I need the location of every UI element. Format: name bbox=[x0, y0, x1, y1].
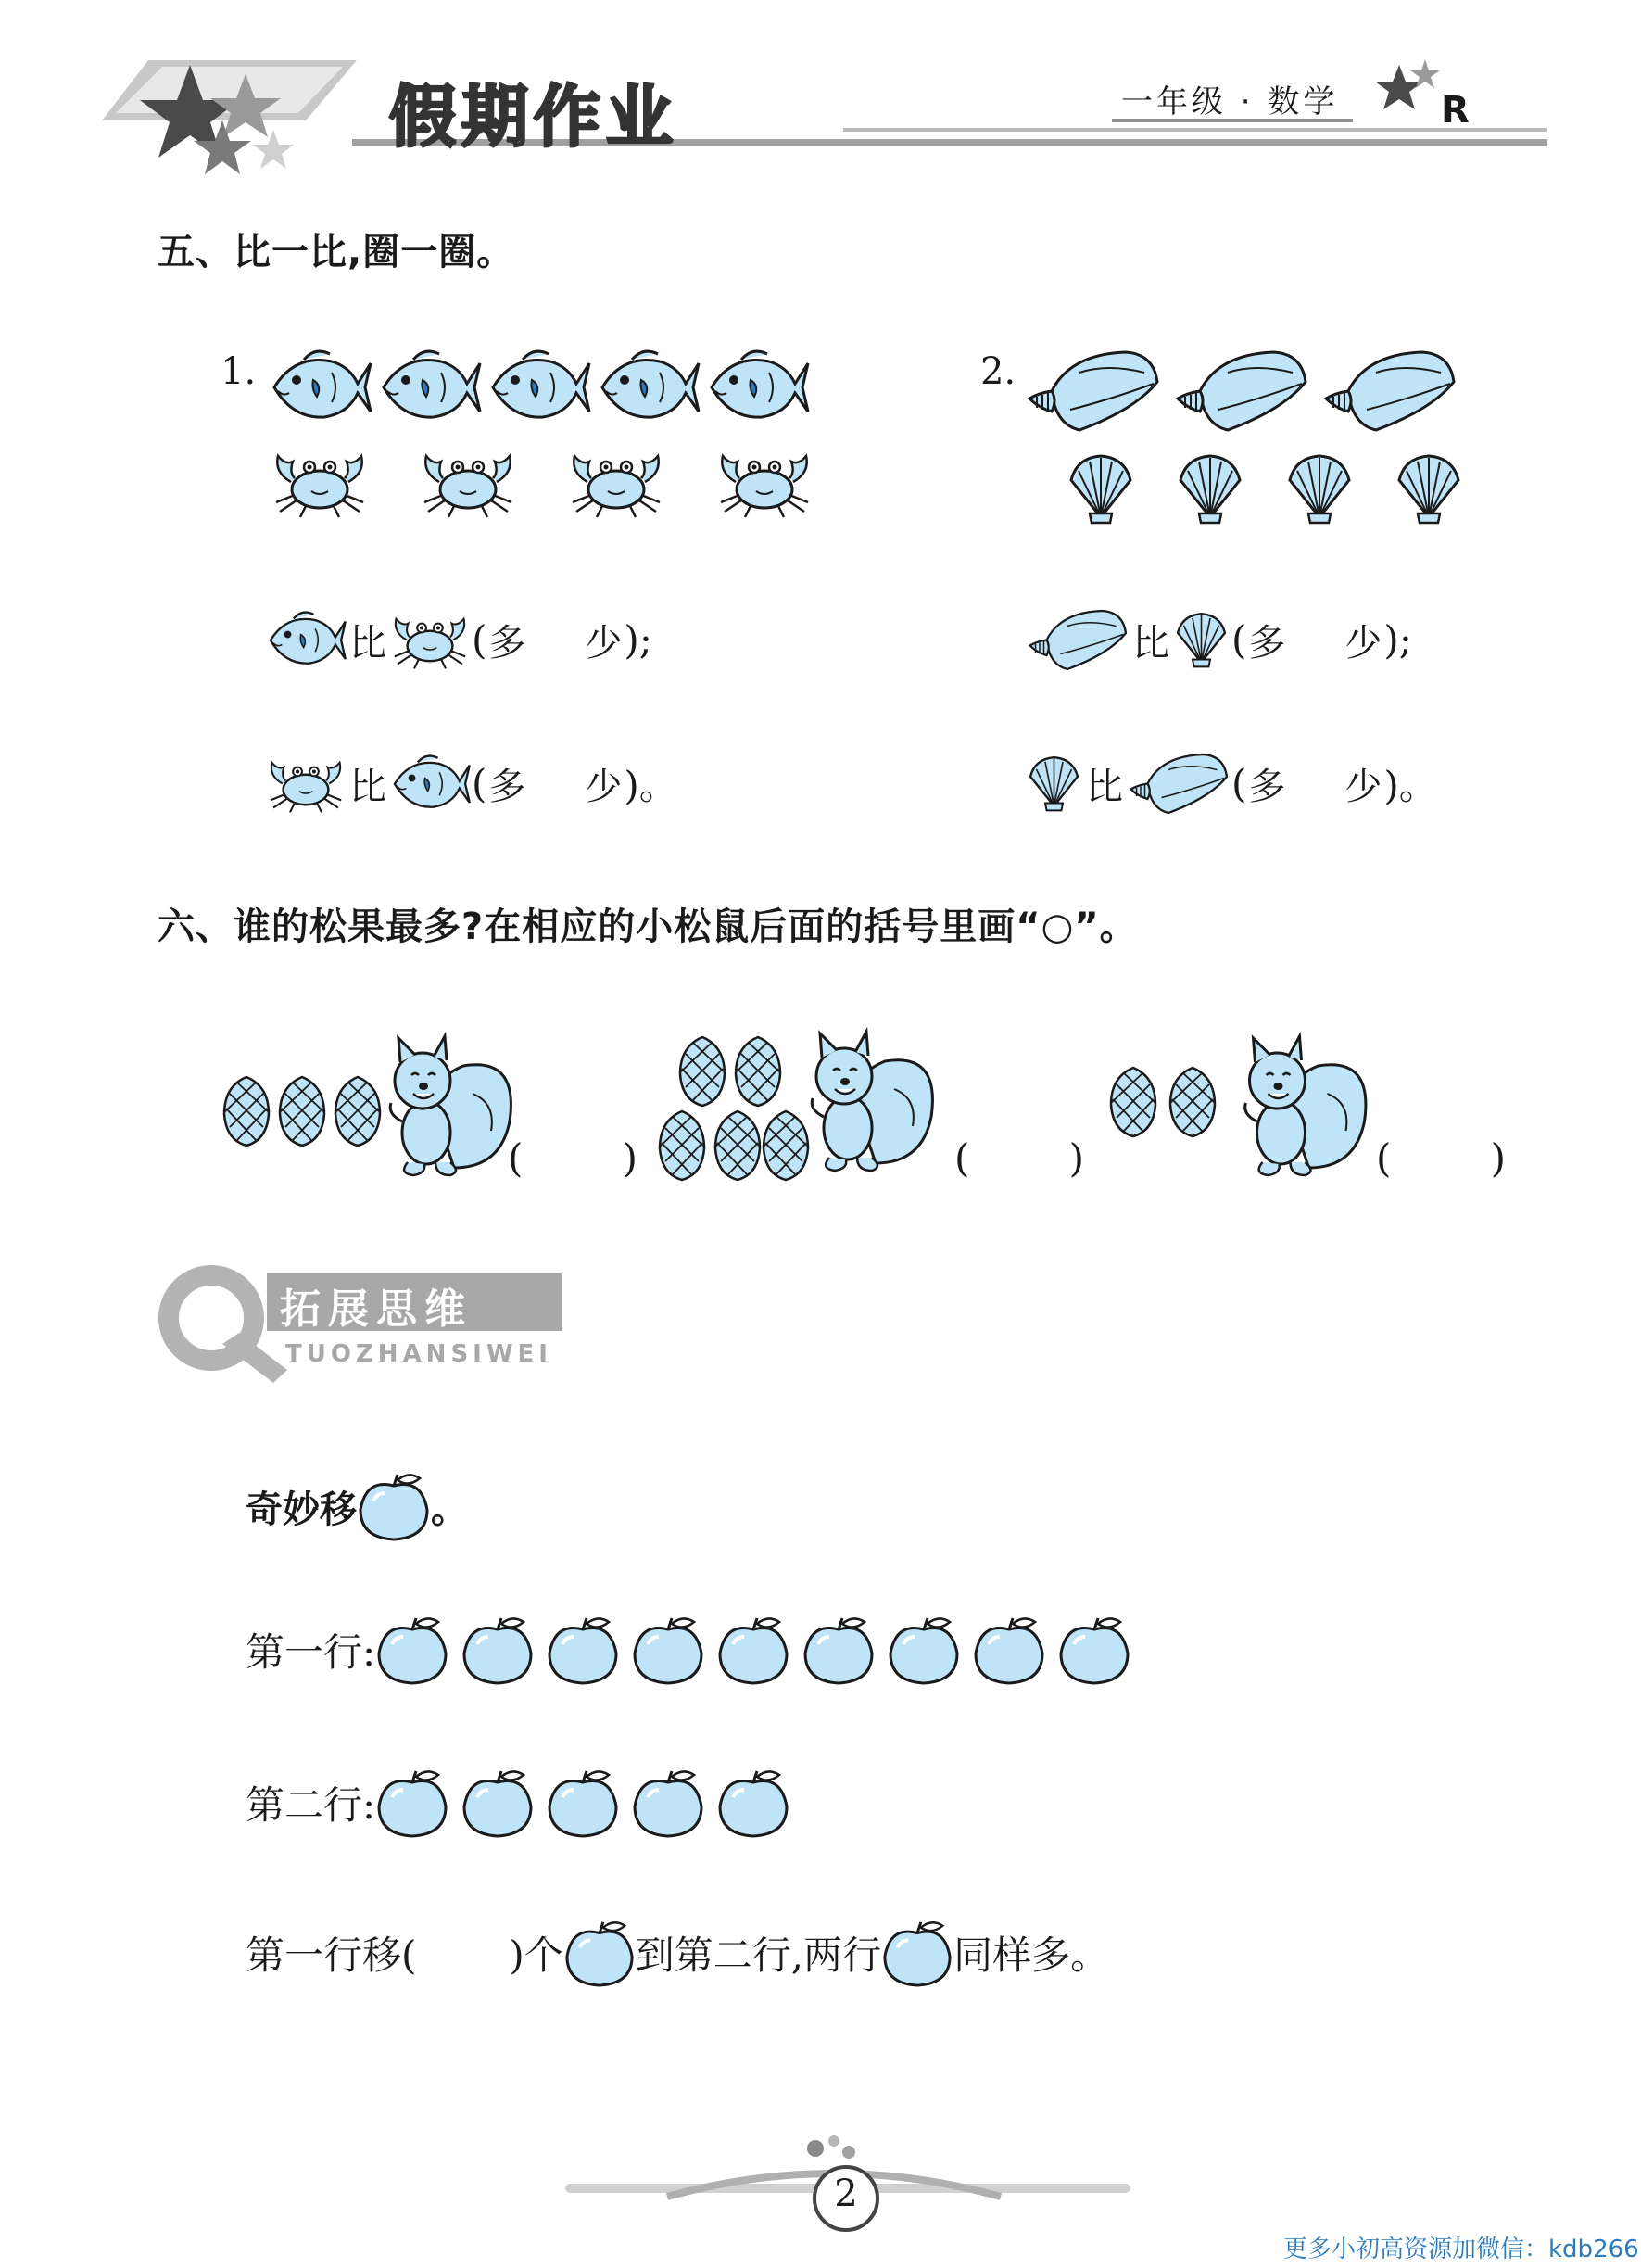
watermark-text: 更多小初高资源加微信：kdb266 bbox=[1283, 2236, 1639, 2263]
apple-row-2: 第二行: bbox=[246, 1766, 790, 1840]
apple-icon bbox=[802, 1613, 876, 1687]
option-more[interactable]: 多 bbox=[1248, 765, 1286, 808]
answer-paren-2[interactable]: ( ) bbox=[954, 1135, 1084, 1181]
crab-icon bbox=[565, 445, 667, 519]
crab-icon bbox=[713, 445, 815, 519]
squirrel-icon bbox=[1223, 1029, 1385, 1186]
pinecone-icon bbox=[1107, 1064, 1159, 1138]
apple-icon bbox=[1057, 1613, 1131, 1687]
apple-row-1: 第一行: bbox=[246, 1613, 1131, 1687]
apple-icon bbox=[631, 1613, 705, 1687]
scallop-icon bbox=[1024, 754, 1084, 812]
apple-icon bbox=[716, 1766, 790, 1840]
apple-icon bbox=[375, 1613, 449, 1687]
badge-subtitle: TUOZHANSIWEI bbox=[285, 1340, 552, 1368]
option-less[interactable]: 少 bbox=[585, 765, 623, 808]
crab-icon bbox=[264, 754, 347, 814]
fish-row bbox=[267, 345, 810, 428]
conch-icon bbox=[1172, 345, 1309, 437]
problem1-line-a: 比 ( 多 少 ); bbox=[264, 607, 652, 672]
fish-icon bbox=[267, 345, 372, 428]
option-less[interactable]: 少 bbox=[1344, 621, 1382, 665]
apple-list bbox=[375, 1613, 1131, 1687]
page-header bbox=[0, 0, 1641, 195]
pinecone-icon bbox=[276, 1073, 328, 1147]
apple-icon bbox=[631, 1766, 705, 1840]
fish-icon bbox=[264, 607, 347, 672]
apple-list bbox=[375, 1766, 790, 1840]
option-more[interactable]: 多 bbox=[1248, 621, 1286, 665]
apple-icon bbox=[881, 1917, 953, 1989]
header-stars-icon bbox=[134, 56, 320, 195]
scallop-icon bbox=[1173, 452, 1247, 525]
fish-icon bbox=[704, 345, 810, 428]
crab-icon bbox=[269, 445, 371, 519]
conch-icon bbox=[1320, 345, 1458, 437]
apple-icon bbox=[461, 1766, 535, 1840]
fish-icon bbox=[376, 345, 482, 428]
apple-icon bbox=[972, 1613, 1046, 1687]
conch-icon bbox=[1024, 345, 1161, 437]
option-more[interactable]: 多 bbox=[488, 765, 526, 808]
problem2-number: 2. bbox=[980, 350, 1016, 393]
apple-icon bbox=[546, 1613, 620, 1687]
extension-title: 奇妙移 。 bbox=[246, 1469, 468, 1543]
conch-icon bbox=[1125, 749, 1231, 818]
scallop-icon bbox=[1392, 452, 1466, 525]
apple-icon bbox=[563, 1917, 636, 1989]
pinecone-icon bbox=[221, 1073, 272, 1147]
header-title: 假期作业 bbox=[389, 78, 679, 156]
header-subtitle: 一年级 · 数学 bbox=[1121, 83, 1339, 120]
conch-row bbox=[1024, 345, 1458, 437]
scallop-icon bbox=[1171, 611, 1231, 668]
squirrel-icon bbox=[788, 1024, 954, 1182]
section6-heading: 六、谁的松果最多?在相应的小松鼠后面的括号里画“○”。 bbox=[158, 906, 1138, 948]
option-more[interactable]: 多 bbox=[488, 621, 526, 665]
option-less[interactable]: 少 bbox=[1344, 765, 1382, 808]
apple-icon bbox=[716, 1613, 790, 1687]
pinecone-icon bbox=[656, 1108, 708, 1182]
edition-mark: R bbox=[1441, 89, 1470, 132]
apple-icon bbox=[887, 1613, 961, 1687]
problem1-number: 1. bbox=[221, 350, 257, 393]
pinecone-group-3 bbox=[1107, 1064, 1218, 1138]
extension-question: 第一行移( )个 到第二行,两行 同样多。 bbox=[246, 1917, 1109, 1989]
pinecone-icon bbox=[712, 1108, 764, 1182]
fish-icon bbox=[388, 751, 472, 816]
scallop-row bbox=[1064, 452, 1466, 525]
answer-paren-1[interactable]: ( ) bbox=[508, 1135, 637, 1181]
crab-row bbox=[269, 445, 815, 519]
header-small-stars-icon bbox=[1371, 56, 1445, 130]
section5-heading: 五、比一比,圈一圈。 bbox=[158, 231, 515, 273]
pinecone-icon bbox=[332, 1073, 384, 1147]
fish-icon bbox=[486, 345, 591, 428]
problem2-line-b: 比 ( 多 少 )。 bbox=[1024, 751, 1438, 816]
conch-icon bbox=[1024, 605, 1130, 675]
crab-icon bbox=[388, 610, 472, 670]
extension-badge bbox=[158, 1261, 574, 1386]
pinecone-icon bbox=[676, 1033, 728, 1108]
apple-icon bbox=[375, 1766, 449, 1840]
pinecone-icon bbox=[732, 1033, 784, 1108]
scallop-icon bbox=[1064, 452, 1138, 525]
problem2-line-a: 比 ( 多 少 ); bbox=[1024, 607, 1412, 672]
apple-icon bbox=[461, 1613, 535, 1687]
pinecone-group-2 bbox=[656, 1033, 795, 1191]
option-less[interactable]: 少 bbox=[585, 621, 623, 665]
squirrel-icon bbox=[380, 1029, 519, 1186]
apple-icon bbox=[546, 1766, 620, 1840]
badge-title: 拓展思维 bbox=[280, 1286, 473, 1333]
apple-icon bbox=[357, 1469, 431, 1543]
fish-icon bbox=[595, 345, 701, 428]
crab-icon bbox=[417, 445, 519, 519]
pinecone-group-1 bbox=[221, 1073, 384, 1147]
answer-paren-3[interactable]: ( ) bbox=[1376, 1135, 1506, 1181]
scallop-icon bbox=[1282, 452, 1357, 525]
page-number: 2 bbox=[834, 2173, 858, 2215]
problem1-line-b: 比 ( 多 少 )。 bbox=[264, 751, 678, 816]
pinecone-icon bbox=[1167, 1064, 1218, 1138]
